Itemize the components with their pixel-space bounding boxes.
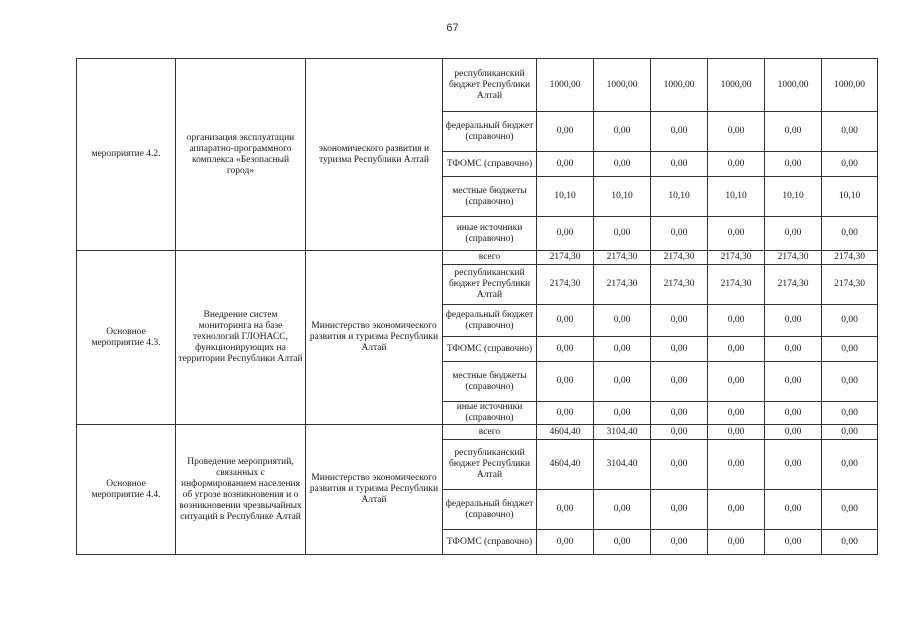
funding-value-cell: 0,00 [651,530,708,555]
funding-value-cell: 0,00 [765,362,822,402]
table-row [77,425,878,440]
responsible-executor-cell: экономического развития и туризма Республики Алтай [306,59,443,251]
funding-source-cell: республиканский бюджет Республики Алтай [443,59,537,112]
responsible-executor-cell: Министерство экономического развития и туризма Республики Алтай [306,251,443,425]
measure-name-cell: Внедрение систем мониторинга на базе технологий ГЛОНАСС, функционирующих на территории Республики Алтай [176,251,306,425]
funding-source-cell: ТФОМС (справочно) [443,530,537,555]
funding-value-cell: 0,00 [765,490,822,530]
funding-source-cell: всего [443,251,537,265]
funding-value-cell: 0,00 [708,337,765,362]
funding-value-cell: 2174,30 [822,265,878,305]
funding-value-cell: 0,00 [765,440,822,490]
funding-value-cell: 10,10 [594,177,651,217]
funding-value-cell: 10,10 [537,177,594,217]
funding-source-cell: ТФОМС (справочно) [443,152,537,177]
funding-value-cell: 0,00 [651,362,708,402]
funding-value-cell: 2174,30 [708,265,765,305]
funding-source-cell: иные источники (справочно) [443,402,537,425]
funding-value-cell: 0,00 [822,425,878,440]
funding-value-cell: 0,00 [708,217,765,251]
funding-value-cell: 0,00 [651,402,708,425]
funding-value-cell: 0,00 [651,112,708,152]
funding-value-cell: 0,00 [594,362,651,402]
funding-value-cell: 2174,30 [765,265,822,305]
funding-value-cell: 0,00 [822,337,878,362]
funding-value-cell: 2174,30 [822,251,878,265]
funding-value-cell: 0,00 [537,217,594,251]
funding-value-cell: 0,00 [537,530,594,555]
funding-source-cell: федеральный бюджет (справочно) [443,305,537,337]
funding-value-cell: 1000,00 [537,59,594,112]
measure-code-cell: Основное мероприятие 4.4. [77,425,176,555]
funding-value-cell: 0,00 [537,112,594,152]
table-row [77,59,878,112]
funding-value-cell: 0,00 [537,337,594,362]
funding-value-cell: 0,00 [822,490,878,530]
funding-value-cell: 0,00 [708,112,765,152]
funding-value-cell: 0,00 [651,490,708,530]
funding-value-cell: 0,00 [708,152,765,177]
measure-name-cell: организация эксплуатации аппаратно-программного комплекса «Безопасный город» [176,59,306,251]
funding-source-cell: ТФОМС (справочно) [443,337,537,362]
funding-value-cell: 0,00 [594,402,651,425]
funding-value-cell: 0,00 [765,402,822,425]
funding-value-cell: 0,00 [651,152,708,177]
funding-value-cell: 1000,00 [594,59,651,112]
funding-value-cell: 2174,30 [651,251,708,265]
funding-source-cell: всего [443,425,537,440]
funding-value-cell: 10,10 [765,177,822,217]
funding-source-cell: местные бюджеты (справочно) [443,177,537,217]
funding-value-cell: 2174,30 [594,265,651,305]
funding-value-cell: 4604,40 [537,425,594,440]
funding-value-cell: 0,00 [765,217,822,251]
funding-value-cell: 1000,00 [708,59,765,112]
funding-source-cell: республиканский бюджет Республики Алтай [443,440,537,490]
funding-value-cell: 0,00 [765,530,822,555]
funding-value-cell: 0,00 [708,440,765,490]
funding-value-cell: 0,00 [651,305,708,337]
funding-value-cell: 0,00 [594,337,651,362]
funding-value-cell: 0,00 [822,362,878,402]
funding-value-cell: 10,10 [708,177,765,217]
funding-value-cell: 3104,40 [594,425,651,440]
measure-code-cell: мероприятие 4.2. [77,59,176,251]
funding-value-cell: 0,00 [651,425,708,440]
funding-value-cell: 0,00 [651,440,708,490]
funding-source-cell: иные источники (справочно) [443,217,537,251]
funding-value-cell: 2174,30 [765,251,822,265]
funding-source-cell: местные бюджеты (справочно) [443,362,537,402]
funding-value-cell: 0,00 [765,305,822,337]
funding-value-cell: 3104,40 [594,440,651,490]
funding-value-cell: 0,00 [708,362,765,402]
funding-value-cell: 0,00 [537,152,594,177]
funding-value-cell: 0,00 [822,530,878,555]
funding-value-cell: 0,00 [708,402,765,425]
funding-source-cell: федеральный бюджет (справочно) [443,112,537,152]
funding-value-cell: 0,00 [708,425,765,440]
funding-value-cell: 10,10 [822,177,878,217]
funding-value-cell: 0,00 [822,402,878,425]
funding-value-cell: 0,00 [765,152,822,177]
funding-value-cell: 1000,00 [822,59,878,112]
funding-value-cell: 0,00 [537,362,594,402]
funding-value-cell: 2174,30 [708,251,765,265]
funding-value-cell: 0,00 [708,490,765,530]
funding-value-cell: 10,10 [651,177,708,217]
funding-value-cell: 0,00 [651,337,708,362]
responsible-executor-cell: Министерство экономического развития и туризма Республики Алтай [306,425,443,555]
funding-value-cell: 2174,30 [537,265,594,305]
funding-value-cell: 0,00 [822,112,878,152]
funding-value-cell: 0,00 [594,305,651,337]
funding-value-cell: 0,00 [594,490,651,530]
funding-value-cell: 0,00 [537,305,594,337]
funding-value-cell: 0,00 [822,305,878,337]
funding-value-cell: 0,00 [537,402,594,425]
funding-value-cell: 2174,30 [594,251,651,265]
funding-value-cell: 0,00 [594,112,651,152]
funding-source-cell: федеральный бюджет (справочно) [443,490,537,530]
funding-value-cell: 0,00 [822,152,878,177]
funding-value-cell: 2174,30 [537,251,594,265]
funding-value-cell: 0,00 [594,152,651,177]
funding-value-cell: 0,00 [594,530,651,555]
funding-value-cell: 4604,40 [537,440,594,490]
funding-value-cell: 0,00 [822,440,878,490]
funding-source-cell: республиканский бюджет Республики Алтай [443,265,537,305]
program-table [76,58,878,555]
page-number: 67 [446,22,459,34]
funding-value-cell: 0,00 [594,217,651,251]
funding-value-cell: 0,00 [765,337,822,362]
funding-value-cell: 0,00 [708,305,765,337]
measure-code-cell: Основное мероприятие 4.3. [77,251,176,425]
funding-value-cell: 0,00 [822,217,878,251]
table-row [77,251,878,265]
funding-value-cell: 0,00 [651,217,708,251]
funding-value-cell: 1000,00 [651,59,708,112]
funding-value-cell: 0,00 [765,425,822,440]
measure-name-cell: Проведение мероприятий, связанных с информированием населения об угрозе возникновения и о возникновении чрезвычайных ситуаций в Республике Алтай [176,425,306,555]
funding-value-cell: 0,00 [765,112,822,152]
funding-value-cell: 0,00 [537,490,594,530]
funding-value-cell: 2174,30 [651,265,708,305]
funding-value-cell: 1000,00 [765,59,822,112]
funding-value-cell: 0,00 [708,530,765,555]
